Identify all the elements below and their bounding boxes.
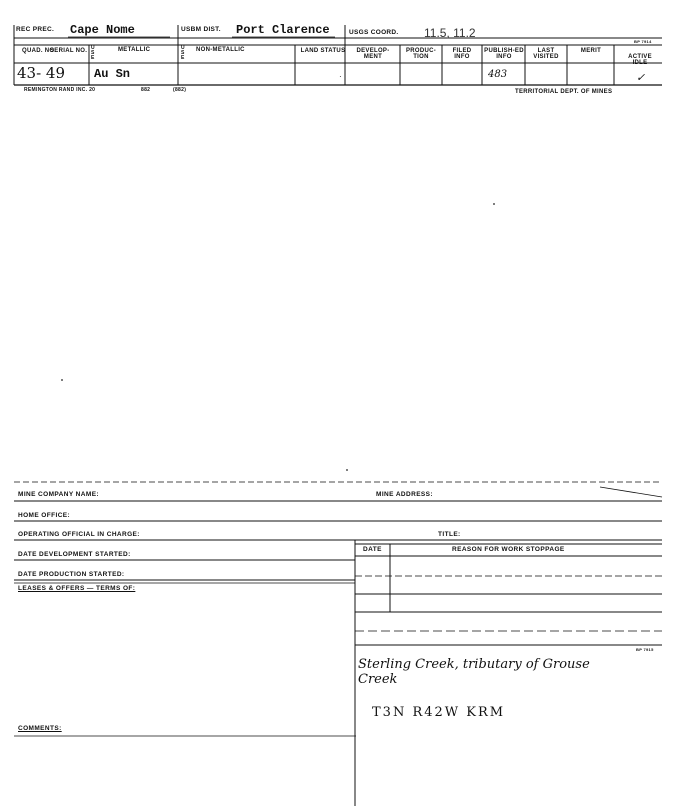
mine-company-name-label: MINE COMPANY NAME: (18, 491, 99, 498)
reason-column-label: REASON FOR WORK STOPPAGE (452, 546, 565, 553)
quad-no-label: QUAD. NO. (22, 48, 57, 54)
date-production-label: DATE PRODUCTION STARTED: (18, 571, 125, 578)
development-label: DEVELOP-MENT (356, 48, 390, 60)
use-nonmetallic-label: U S E (181, 45, 185, 61)
printer-code-2: (882) (173, 87, 187, 93)
title-label: TITLE: (438, 531, 461, 538)
last-visited-label: LAST VISITED (533, 48, 559, 60)
metallic-value: Au Sn (94, 67, 131, 81)
dept-label: TERRITORIAL DEPT. OF MINES (515, 89, 613, 95)
comments-label: COMMENTS: (18, 725, 62, 732)
metallic-label: METALLIC (118, 47, 151, 53)
home-office-label: HOME OFFICE: (18, 512, 71, 519)
use-metallic-label: U S E (91, 45, 95, 61)
active-idle-check: ✓ (636, 71, 646, 84)
form-code-bottom: BP 7915 (636, 647, 654, 652)
land-status-label: LAND STATUS (300, 48, 346, 54)
rec-prec-value: Cape Nome (70, 23, 135, 37)
production-label: PRODUC-TION (405, 48, 437, 60)
date-column-label: DATE (363, 546, 382, 553)
filed-info-label: FILED INFO (452, 48, 472, 60)
operating-official-label: OPERATING OFFICIAL IN CHARGE: (18, 531, 140, 538)
quad-serial-value: 43- 49 (17, 64, 66, 82)
non-metallic-label: NON-METALLIC (196, 47, 245, 53)
usgs-coord-value: 11.5, 11.2 (424, 26, 476, 40)
form-code-top: BP 7914 (634, 39, 652, 44)
usbm-dist-label: USBM DIST. (181, 26, 221, 33)
active-idle-label: ACTIVE IDLE (628, 54, 652, 66)
published-info-value: 483 (488, 69, 508, 80)
date-development-label: DATE DEVELOPMENT STARTED: (18, 551, 131, 558)
rec-prec-label: REC PREC. (16, 26, 55, 33)
land-status-mark: · (339, 72, 342, 81)
location-note-cont: Creek (358, 672, 398, 687)
merit-label: MERIT (580, 48, 602, 54)
usbm-dist-value: Port Clarence (236, 23, 330, 37)
printer-label: REMINGTON RAND INC. 20 (24, 87, 96, 93)
township-note: T3N R42W KRM (372, 705, 506, 720)
published-info-label: PUBLISH-ED INFO (484, 48, 524, 60)
location-note: Sterling Creek, tributary of Grouse (358, 657, 590, 672)
printer-code: 882 (141, 87, 151, 93)
usgs-coord-label: USGS COORD. (349, 29, 399, 36)
mine-address-label: MINE ADDRESS: (376, 491, 433, 498)
leases-label: LEASES & OFFERS — TERMS OF: (18, 585, 136, 592)
serial-no-label: SERIAL NO. (50, 48, 88, 54)
